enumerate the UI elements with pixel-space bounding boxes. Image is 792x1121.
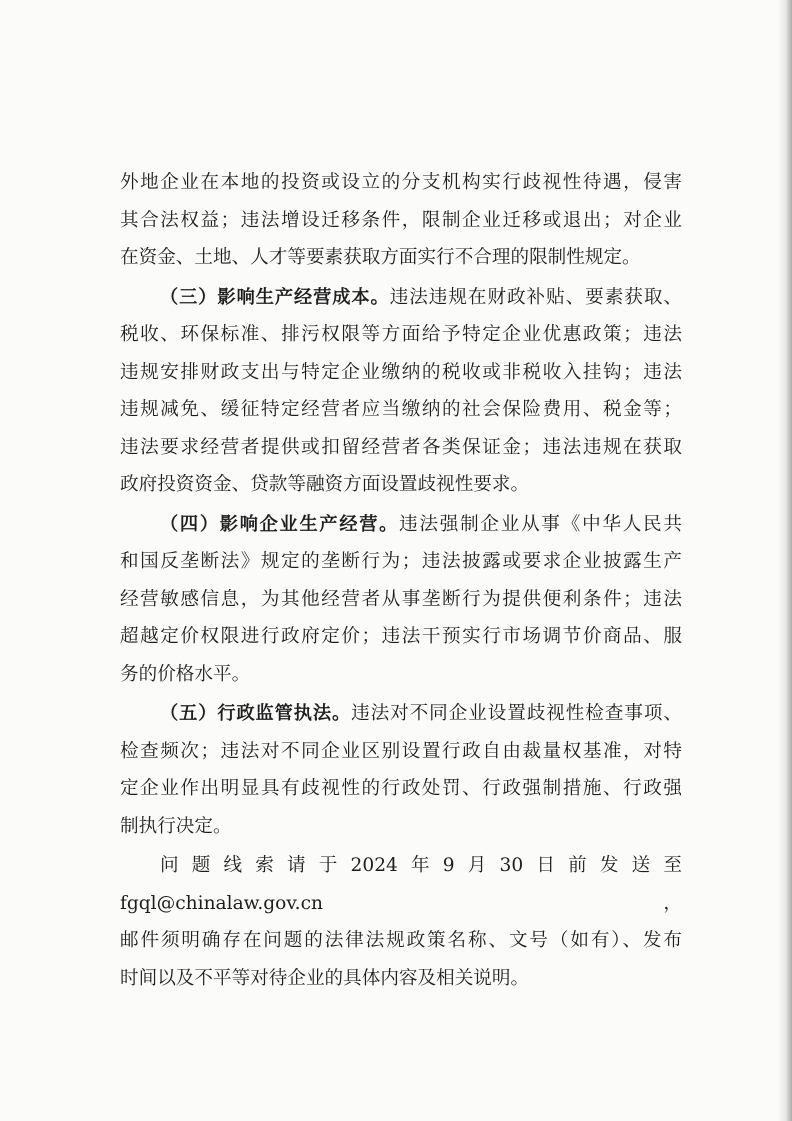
body-line: 税收、环保标准、排污权限等方面给予特定企业优惠政策；违法 [120, 324, 682, 345]
body-line: 违法要求经营者提供或扣留经营者各类保证金；违法违规在获取 [120, 436, 682, 458]
section-three-first-line [120, 279, 682, 317]
body-line: 超越定价权限进行政府定价；违法干预实行市场调节价商品、服 [120, 626, 682, 647]
body-line: 在资金、土地、人才等要素获取方面实行不合理的限制性规定。 [120, 247, 641, 268]
scan-shadow-edge [778, 0, 792, 1121]
body-line: 务的价格水平。 [120, 663, 251, 685]
section-heading: （五）行政监管执法。 [160, 703, 352, 724]
body-line: 其合法权益；违法增设迁移条件，限制企业迁移或退出；对企业 [120, 209, 682, 231]
body-line-text: 违法强制企业从事《中华人民共 [399, 513, 682, 535]
body-line: 时间以及不平等对待企业的具体内容及相关说明。 [120, 967, 530, 989]
document-body [120, 164, 682, 997]
body-line: 经营敏感信息，为其他经营者从事垄断行为提供便利条件；违法 [120, 588, 682, 610]
body-line-text: 违法对不同企业设置歧视性检查事项、 [351, 703, 682, 724]
contact-first-line: 问题线索请于2024年9月30日前发送至fgql@chinalaw.gov.cn， [120, 855, 682, 914]
body-line: 外地企业在本地的投资或设立的分支机构实行歧视性待遇，侵害 [120, 172, 682, 193]
section-heading: （四）影响企业生产经营。 [160, 513, 400, 535]
body-line: 政府投资资金、贷款等融资方面设置歧视性要求。 [120, 474, 530, 495]
body-line: 制执行决定。 [120, 815, 232, 837]
body-line: 邮件须明确存在问题的法律法规政策名称、文号（如有）、发布 [120, 930, 682, 951]
body-line: 检查频次；违法对不同企业区别设置行政自由裁量权基准，对特 [120, 740, 682, 762]
body-line: 违规安排财政支出与特定企业缴纳的税收或非税收入挂钩；违法 [120, 361, 682, 383]
section-heading: （三）影响生产经营成本。 [160, 286, 390, 308]
body-line: 违规减免、缓征特定经营者应当缴纳的社会保险费用、税金等； [120, 399, 682, 420]
section-five-first-line [120, 695, 682, 733]
section-four-first-line [120, 506, 682, 544]
body-line: 定企业作出明显具有歧视性的行政处罚、行政强制措施、行政强 [120, 778, 682, 799]
body-line-text: 违法违规在财政补贴、要素获取、 [389, 286, 682, 308]
body-line: 和国反垄断法》规定的垄断行为；违法披露或要求企业披露生产 [120, 551, 682, 572]
